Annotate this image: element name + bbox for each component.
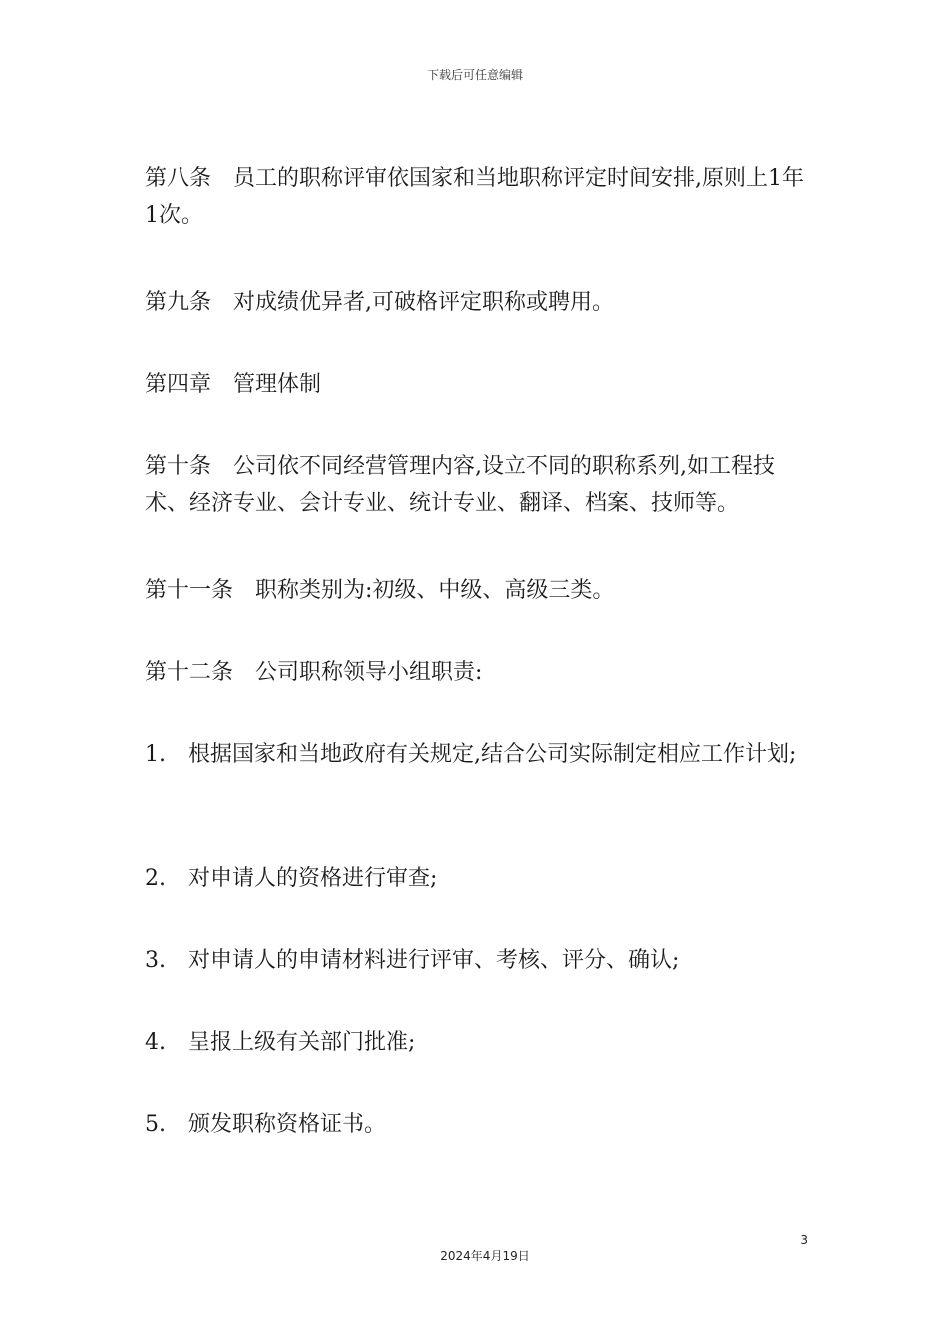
duty-item-5: 5. 颁发职称资格证书。 bbox=[145, 1112, 386, 1137]
chapter-4-heading: 第四章 管理体制 bbox=[145, 372, 322, 397]
page-number: 3 bbox=[800, 1233, 808, 1247]
page-header: 下载后可任意编辑 bbox=[426, 68, 523, 82]
footer-date: 2024年4月19日 bbox=[440, 1249, 530, 1263]
article-12-paragraph: 第十二条 公司职称领导小组职责: bbox=[145, 660, 483, 685]
article-8-paragraph: 第八条 员工的职称评审依国家和当地职称评定时间安排,原则上1年1次。 bbox=[145, 166, 804, 228]
duty-item-3: 3. 对申请人的申请材料进行评审、考核、评分、确认; bbox=[145, 948, 680, 973]
article-10-paragraph: 第十条 公司依不同经营管理内容,设立不同的职称系列,如工程技术、经济专业、会计专业、统计专业、翻译、档案、技师等。 bbox=[145, 454, 775, 516]
article-11-paragraph: 第十一条 职称类别为:初级、中级、高级三类。 bbox=[145, 578, 615, 603]
article-9-paragraph: 第九条 对成绩优异者,可破格评定职称或聘用。 bbox=[145, 290, 614, 315]
duty-item-1: 1. 根据国家和当地政府有关规定,结合公司实际制定相应工作计划; bbox=[145, 742, 797, 767]
duty-item-2: 2. 对申请人的资格进行审查; bbox=[145, 866, 438, 891]
duty-item-4: 4. 呈报上级有关部门批准; bbox=[145, 1030, 416, 1055]
